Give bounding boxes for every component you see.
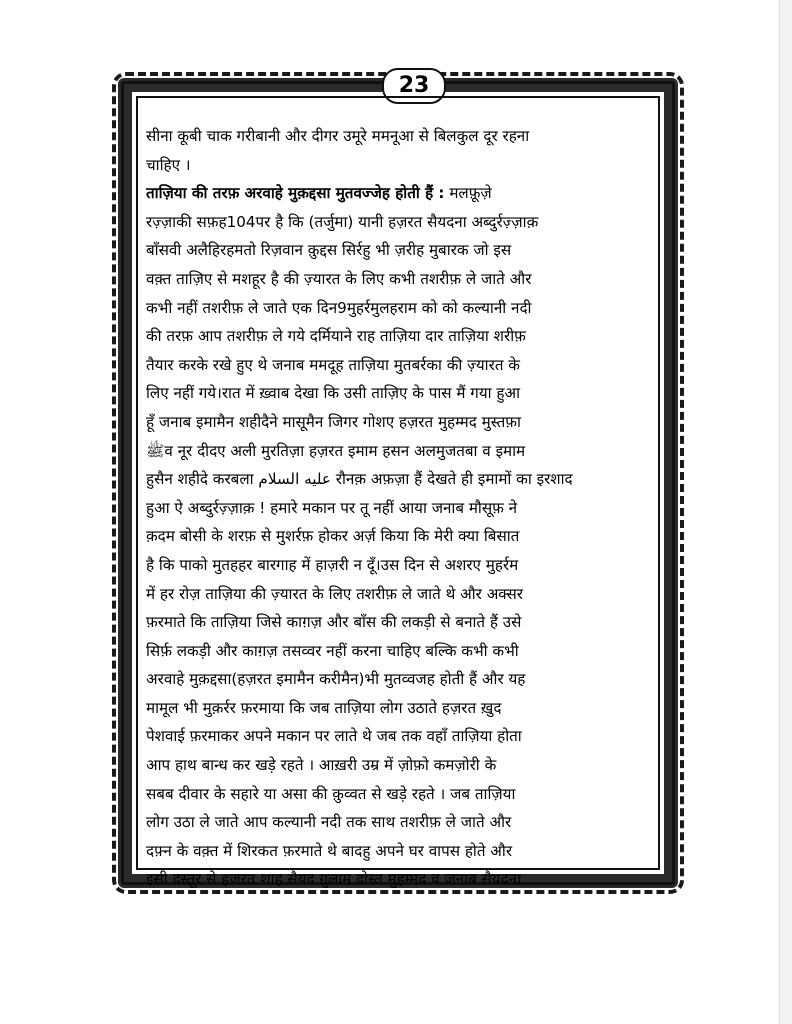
text-line: है कि पाको मुतहहर बारगाह में हाज़री न दूँ।उस दिन से अशरए मुहर्रम bbox=[146, 555, 519, 574]
text-line: कभी नहीं तशरीफ़ ले जाते एक दिन9मुहर्रमुलहराम को को कल्यानी नदी bbox=[146, 298, 532, 317]
text-line: फ़रमाते कि ताज़िया जिसे काग़ज़ और बाँस की लकड़ी से बनाते हैं उसे bbox=[146, 613, 522, 632]
text-line: की तरफ़ आप तशरीफ़ ले गये दर्मियाने राह ताज़िया दार ताज़िया शरीफ़ bbox=[146, 327, 526, 346]
text-line: लिए नहीं गये।रात में ख़्वाब देखा कि उसी ताज़िए के पास मैं गया हुआ bbox=[146, 384, 520, 403]
text-line: क़दम बोसी के शरफ़ से मुशर्रफ़ होकर अर्ज़ किया कि मेरी क्या बिसात bbox=[146, 527, 520, 546]
text-line: तैयार करके रखे हुए थे जनाब ममदूह ताज़िया मुतबर्रका की ज़्यारत के bbox=[146, 355, 520, 374]
section-heading: ताज़िया की तरफ़ अरवाहे मुक़द्दसा मुतवज्जेह होती हैं : bbox=[146, 184, 445, 203]
text-line: मामूल भी मुक़र्रर फ़रमाया कि जब ताज़िया लोग उठाते हज़रत ख़ुद bbox=[146, 698, 502, 717]
text-line: सबब दीवार के सहारे या असा की क़ुव्वत से खड़े रहते । जब ताज़िया bbox=[146, 784, 516, 803]
text-line: दफ़्न के वक़्त में शिरकत फ़रमाते थे बादहु अपने घर वापस होते और bbox=[146, 841, 513, 860]
text-line: हुआ ऐ अब्दुर्रज़्ज़ाक़ ! हमारे मकान पर तू नहीं आया जनाब मौसूफ़ ने bbox=[146, 498, 518, 517]
decorative-border-frame bbox=[118, 73, 678, 889]
text-line: आप हाथ बान्ध कर खड़े रहते । आख़री उम्र में ज़ोफ़ो कमज़ोरी के bbox=[146, 756, 497, 775]
text-line: बाँसवी अलैहिरहमतो रिज़वान क़ुद्दस सिर्रहु भी ज़रीह मुबारक जो इस bbox=[146, 241, 512, 260]
text-line: हुसैन शहीदे करबला عليه السلام रौनक़ अफ़ज़ा हैं देखते ही इमामों का इरशाद bbox=[146, 470, 573, 489]
text-line: सिर्फ़ लकड़ी और काग़ज़ तसव्वर नहीं करना चाहिए बल्कि कभी कभी bbox=[146, 641, 519, 660]
text-line: इसी दस्तूर से हज़रत शाह सैयद ग़ुलाम दोस्त मुहम्मद व जनाब सैयदना bbox=[146, 870, 522, 889]
heading-line bbox=[146, 179, 654, 208]
text-line: में हर रोज़ ताज़िया की ज़्यारत के लिए तशरीफ़ ले जाते थे और अक्सर bbox=[146, 584, 523, 603]
body-text bbox=[146, 122, 654, 894]
text-line: ﷺव नूर दीदए अली मुरतिज़ा हज़रत इमाम हसन अलमुजतबा व इमाम bbox=[146, 441, 526, 460]
text-line: लोग उठा ले जाते आप कल्यानी नदी तक साथ तशरीफ़ ले जाते और bbox=[146, 813, 512, 832]
text-line: अरवाहे मुक़द्दसा(हज़रत इमामैन करीमैन)भी मुतव्वजह होती हैं और यह bbox=[146, 670, 526, 689]
text-line: रज़्ज़ाकी सफ़ह104पर है कि (तर्जुमा) यानी हज़रत सैयदना अब्दुर्रज़्ज़ाक़ bbox=[146, 212, 539, 231]
text-line: पेशवाई फ़रमाकर अपने मकान पर लाते थे जब तक वहाँ ताज़िया होता bbox=[146, 727, 522, 746]
text-line: चाहिए । bbox=[146, 155, 191, 174]
page-edge bbox=[779, 0, 792, 1024]
page-number: 23 bbox=[382, 68, 446, 104]
text-line: हूँ जनाब इमामैन शहीदैने मासूमैन जिगर गोशए हज़रत मुहम्मद मुस्तफ़ा bbox=[146, 412, 521, 431]
text-line: वक़्त ताज़िए से मशहूर है की ज़्यारत के लिए कभी तशरीफ़ ले जाते और bbox=[146, 269, 532, 288]
text-line: सीना कूबी चाक गरीबानी और दीगर उमूरे ममनूआ से बिलकुल दूर रहना bbox=[146, 127, 530, 145]
heading-tail: मलफ़ूज़े bbox=[449, 184, 492, 203]
